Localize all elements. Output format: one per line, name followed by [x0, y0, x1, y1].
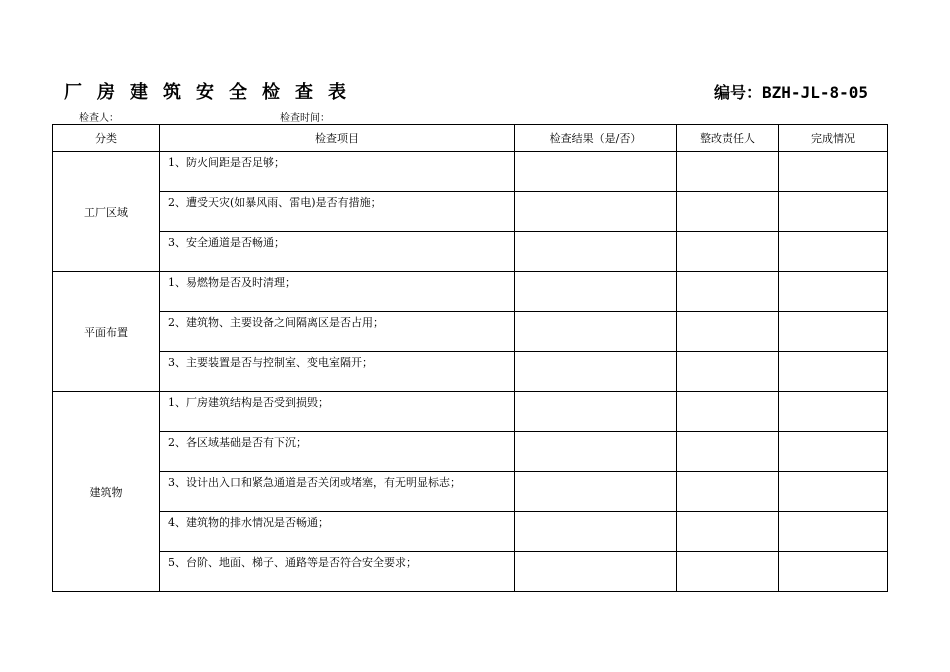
check-result-cell[interactable]	[515, 232, 677, 272]
responsible-person-cell[interactable]	[677, 152, 779, 192]
header-responsible-person: 整改责任人	[677, 125, 779, 152]
check-item-cell: 3、安全通道是否畅通；	[160, 232, 515, 272]
responsible-person-cell[interactable]	[677, 392, 779, 432]
completion-status-cell[interactable]	[779, 232, 888, 272]
completion-status-cell[interactable]	[779, 512, 888, 552]
check-item-cell: 2、各区域基础是否有下沉；	[160, 432, 515, 472]
check-item-cell: 1、易燃物是否及时清理；	[160, 272, 515, 312]
table-row	[53, 512, 888, 552]
responsible-person-cell[interactable]	[677, 312, 779, 352]
table-row	[53, 152, 888, 192]
document-number-value: BZH-JL-8-05	[762, 83, 868, 102]
responsible-person-cell[interactable]	[677, 512, 779, 552]
table-row	[53, 472, 888, 512]
header-completion-status: 完成情况	[779, 125, 888, 152]
check-item-cell: 3、设计出入口和紧急通道是否关闭或堵塞，有无明显标志；	[160, 472, 515, 512]
document-number-label: 编号：	[714, 83, 763, 102]
table-row	[53, 352, 888, 392]
table-row	[53, 232, 888, 272]
check-result-cell[interactable]	[515, 392, 677, 432]
responsible-person-cell[interactable]	[677, 552, 779, 592]
inspector-label: 检查人：	[79, 113, 119, 124]
header-check-item: 检查项目	[160, 125, 515, 152]
responsible-person-cell[interactable]	[677, 352, 779, 392]
category-cell: 工厂区域	[53, 152, 160, 272]
inspection-time-label: 检查时间：	[280, 113, 330, 124]
table-row	[53, 392, 888, 432]
responsible-person-cell[interactable]	[677, 472, 779, 512]
completion-status-cell[interactable]	[779, 272, 888, 312]
table-row	[53, 192, 888, 232]
check-result-cell[interactable]	[515, 432, 677, 472]
header-category: 分类	[53, 125, 160, 152]
table-row	[53, 552, 888, 592]
completion-status-cell[interactable]	[779, 352, 888, 392]
completion-status-cell[interactable]	[779, 392, 888, 432]
responsible-person-cell[interactable]	[677, 432, 779, 472]
check-item-cell: 5、台阶、地面、梯子、通路等是否符合安全要求；	[160, 552, 515, 592]
table-row	[53, 432, 888, 472]
completion-status-cell[interactable]	[779, 312, 888, 352]
check-result-cell[interactable]	[515, 312, 677, 352]
check-item-cell: 2、建筑物、主要设备之间隔离区是否占用；	[160, 312, 515, 352]
check-result-cell[interactable]	[515, 552, 677, 592]
table-header-row	[53, 125, 888, 152]
document-number	[714, 80, 868, 103]
completion-status-cell[interactable]	[779, 152, 888, 192]
table-row	[53, 272, 888, 312]
completion-status-cell[interactable]	[779, 552, 888, 592]
check-item-cell: 1、厂房建筑结构是否受到损毁；	[160, 392, 515, 432]
completion-status-cell[interactable]	[779, 472, 888, 512]
check-item-cell: 1、防火间距是否足够；	[160, 152, 515, 192]
responsible-person-cell[interactable]	[677, 272, 779, 312]
check-result-cell[interactable]	[515, 352, 677, 392]
completion-status-cell[interactable]	[779, 192, 888, 232]
header-check-result: 检查结果（是/否）	[515, 125, 677, 152]
check-item-cell: 3、主要装置是否与控制室、变电室隔开；	[160, 352, 515, 392]
check-result-cell[interactable]	[515, 272, 677, 312]
responsible-person-cell[interactable]	[677, 232, 779, 272]
check-result-cell[interactable]	[515, 192, 677, 232]
completion-status-cell[interactable]	[779, 432, 888, 472]
check-result-cell[interactable]	[515, 152, 677, 192]
check-item-cell: 4、建筑物的排水情况是否畅通；	[160, 512, 515, 552]
page-title: 厂房建筑安全检查表	[64, 82, 361, 103]
check-result-cell[interactable]	[515, 472, 677, 512]
category-cell: 平面布置	[53, 272, 160, 392]
table-row	[53, 312, 888, 352]
category-cell: 建筑物	[53, 392, 160, 592]
check-result-cell[interactable]	[515, 512, 677, 552]
check-item-cell: 2、遭受天灾(如暴风雨、雷电)是否有措施；	[160, 192, 515, 232]
inspection-table	[52, 124, 888, 592]
responsible-person-cell[interactable]	[677, 192, 779, 232]
